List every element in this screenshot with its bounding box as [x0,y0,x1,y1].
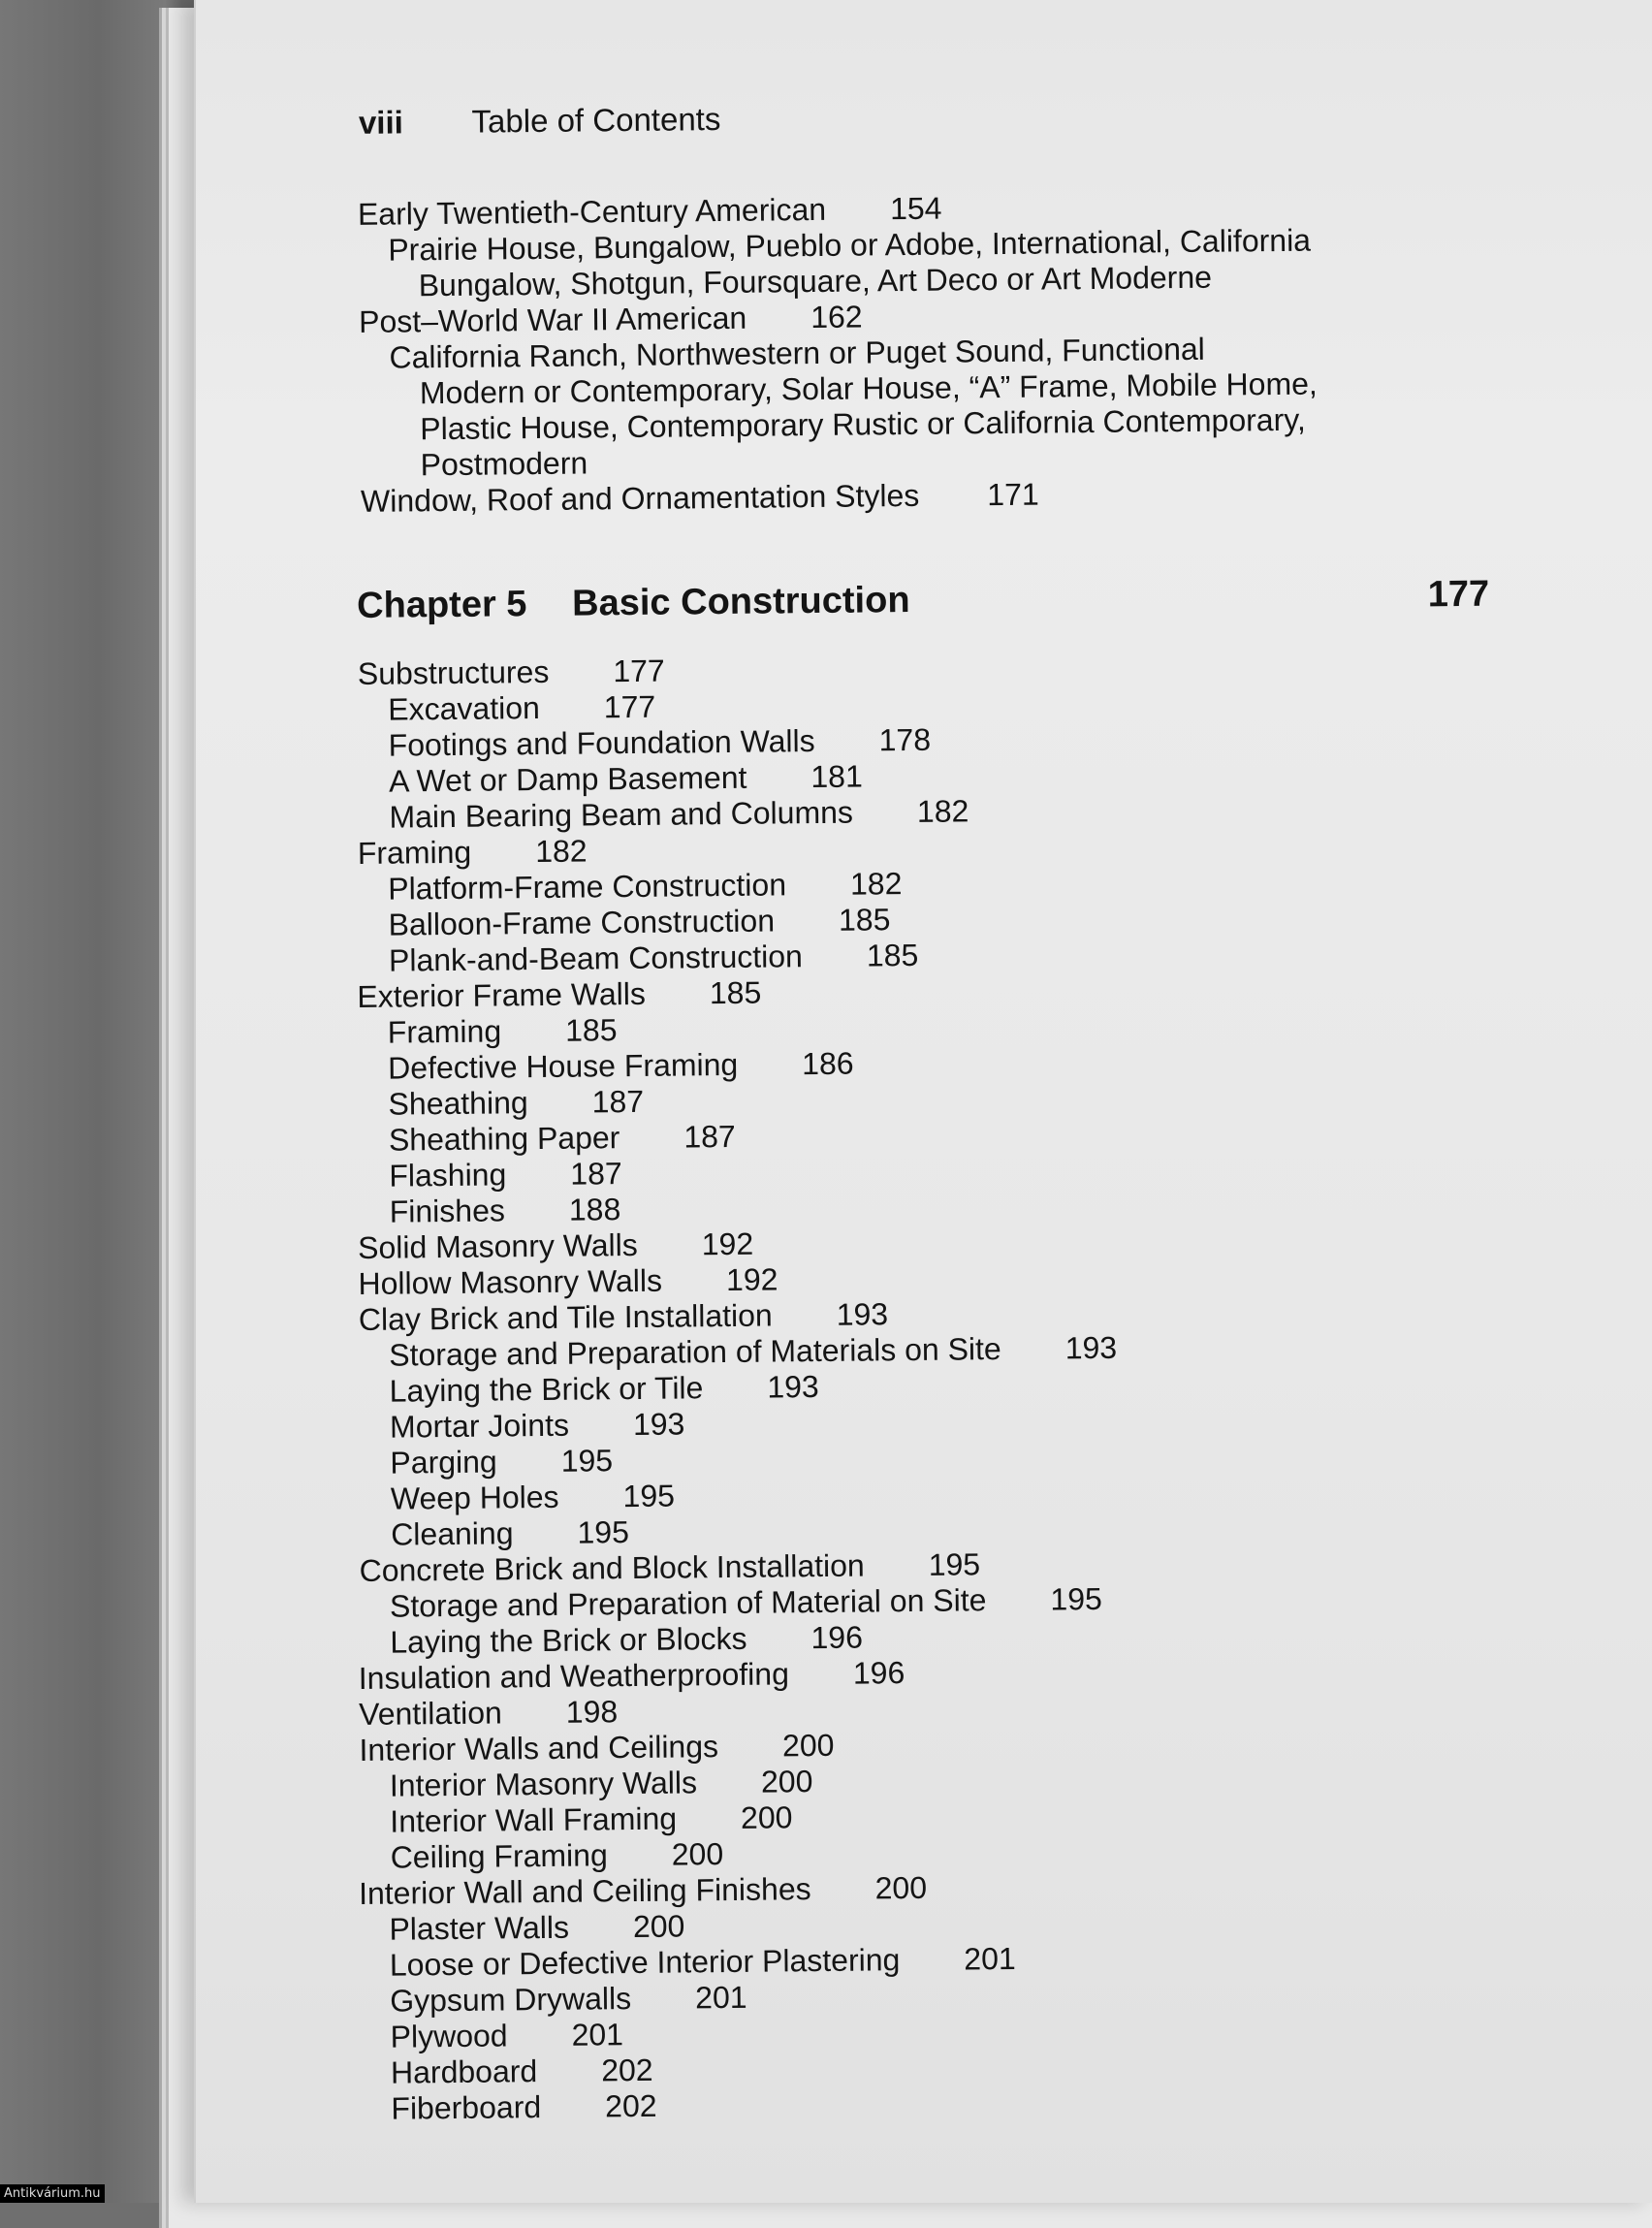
toc-entry: Clay Brick and Tile Installation 193 [358,1296,889,1337]
toc-entry: Concrete Brick and Block Installation 195 [359,1546,981,1588]
toc-subentry: Storage and Preparation of Materials on Site 193 [389,1329,1118,1373]
toc-page-number: 162 [810,299,863,335]
toc-page-number: 195 [622,1478,676,1514]
toc-page-number: 185 [709,974,762,1011]
toc-style-list: California Ranch, Northwestern or Puget Sound, Functional [389,331,1205,375]
toc-style-list: Bungalow, Shotgun, Foursquare, Art Deco or Art Moderne [418,259,1213,303]
toc-page-number: 182 [849,866,903,902]
toc-page-number: 195 [577,1514,630,1550]
toc-page-number: 187 [683,1118,736,1155]
toc-subentry: Main Bearing Beam and Columns 182 [389,793,969,835]
toc-subentry: Sheathing 187 [388,1083,645,1122]
toc-page-number: 200 [760,1764,813,1799]
toc-page-number: 195 [1050,1580,1103,1617]
toc-subentry: A Wet or Damp Basement 181 [388,758,863,799]
toc-entry: Hollow Masonry Walls 192 [358,1261,778,1301]
toc-entry: Early Twentieth-Century American 154 [357,190,942,232]
toc-subentry: Cleaning 195 [391,1514,630,1552]
toc-style-list: Postmodern [420,445,588,483]
toc-page-number: 201 [964,1940,1016,1977]
toc-subentry: Laying the Brick or Tile 193 [389,1368,819,1409]
chapter-title: Basic Construction [571,579,910,624]
toc-subentry: Laying the Brick or Blocks 196 [390,1619,864,1660]
chapter-number: Chapter 5 [356,584,527,626]
toc-page-number: 198 [565,1694,619,1730]
toc-page-number: 201 [694,1979,747,2016]
toc-page-number: 181 [810,758,863,795]
toc-subentry: Plaster Walls 200 [389,1908,685,1947]
toc-subentry: Platform-Frame Construction 182 [388,866,903,907]
toc-page-number: 154 [889,190,942,227]
toc-entry: Interior Wall and Ceiling Finishes 200 [358,1869,928,1911]
toc-page-number: 177 [603,688,656,725]
toc-entry: Insulation and Weatherproofing 196 [358,1655,905,1696]
toc-page-number: 200 [632,1908,685,1945]
toc-subentry: Defective House Framing 186 [387,1045,854,1086]
toc-page-number: 188 [568,1192,621,1227]
toc-page-number: 200 [781,1727,835,1764]
toc-style-list: Modern or Contemporary, Solar House, “A” Frame, Mobile Home, [419,366,1318,411]
toc-page-number: 187 [591,1083,645,1120]
toc-subentry: Weep Holes 195 [390,1478,676,1516]
toc-subentry: Sheathing Paper 187 [388,1118,736,1158]
toc-page-number: 193 [632,1406,685,1443]
toc-page-number: 202 [604,2087,657,2124]
toc-style-list: Prairie House, Bungalow, Pueblo or Adobe, International, California [388,222,1312,268]
toc-subentry: Loose or Defective Interior Plastering 201 [389,1940,1016,1983]
toc-page-number: 186 [801,1045,854,1082]
toc-entry: Framing 182 [357,833,588,871]
toc-subentry: Finishes 188 [389,1192,621,1229]
toc-subentry: Storage and Preparation of Material on Site 195 [389,1580,1103,1624]
toc-entry: Post–World War II American 162 [358,299,863,339]
chapter-heading [357,574,1489,627]
toc-subentry: Balloon-Frame Construction 185 [388,902,891,942]
toc-subentry: Plank-and-Beam Construction 185 [388,937,919,978]
toc-page-number: 193 [1064,1329,1118,1366]
toc-page-number: 178 [878,721,932,758]
toc-subentry: Gypsum Drywalls 201 [390,1979,747,2019]
toc-subentry: Framing 185 [387,1012,618,1050]
toc-subentry: Plywood 201 [390,2017,624,2054]
toc-entry: Ventilation 198 [358,1694,619,1732]
toc-page-number: 185 [866,937,919,973]
toc-page-number: 182 [916,793,969,829]
toc-subentry: Fiberboard 202 [391,2087,657,2126]
toc-entry: Exterior Frame Walls 185 [357,974,762,1014]
toc-page-number: 200 [874,1869,928,1906]
toc-page-number: 185 [564,1012,618,1048]
toc-subentry: Flashing 187 [389,1156,622,1194]
running-header [359,101,721,142]
toc-page-number: 202 [601,2052,653,2088]
toc-page-number: 192 [725,1261,778,1297]
toc-page-number: 193 [767,1368,819,1405]
toc-subentry: Excavation 177 [388,688,656,727]
toc-page-number: 201 [571,2017,624,2053]
toc-page-number: 195 [928,1546,981,1582]
toc-page-number: 177 [613,652,665,689]
toc-page-number: 200 [671,1836,724,1872]
toc-style-list: Plastic House, Contemporary Rustic or California Contemporary, [420,401,1306,447]
toc-subentry: Ceiling Framing 200 [390,1836,724,1875]
chapter-page-number: 177 [1427,573,1490,616]
toc-page-number: 171 [987,476,1039,513]
toc-page-number: 182 [535,833,588,870]
toc-page-number: 187 [570,1156,622,1192]
toc-page-number: 200 [740,1799,793,1835]
toc-page-number: 196 [852,1655,905,1691]
toc-subentry: Mortar Joints 193 [389,1406,685,1445]
toc-page-number: 192 [701,1225,754,1262]
toc-subentry: Interior Wall Framing 200 [390,1799,793,1839]
toc-subentry: Hardboard 202 [390,2052,653,2090]
toc-entry: Interior Walls and Ceilings 200 [359,1727,835,1767]
header-title: Table of Contents [471,100,721,140]
toc-page-number: 195 [560,1443,614,1479]
toc-page-number: 185 [838,902,891,938]
toc-page-number: 193 [836,1296,889,1332]
toc-subentry: Footings and Foundation Walls 178 [388,721,932,763]
toc-subentry: Interior Masonry Walls 200 [389,1764,813,1803]
page-folio: viii [358,104,404,141]
toc-subentry: Parging 195 [390,1443,614,1480]
toc-entry: Substructures 177 [357,652,665,691]
toc-page-number: 196 [810,1619,864,1656]
site-watermark: Antikvárium.hu [0,2184,105,2203]
toc-entry: Window, Roof and Ornamentation Styles 171 [360,476,1039,519]
toc-entry: Solid Masonry Walls 192 [357,1225,754,1265]
